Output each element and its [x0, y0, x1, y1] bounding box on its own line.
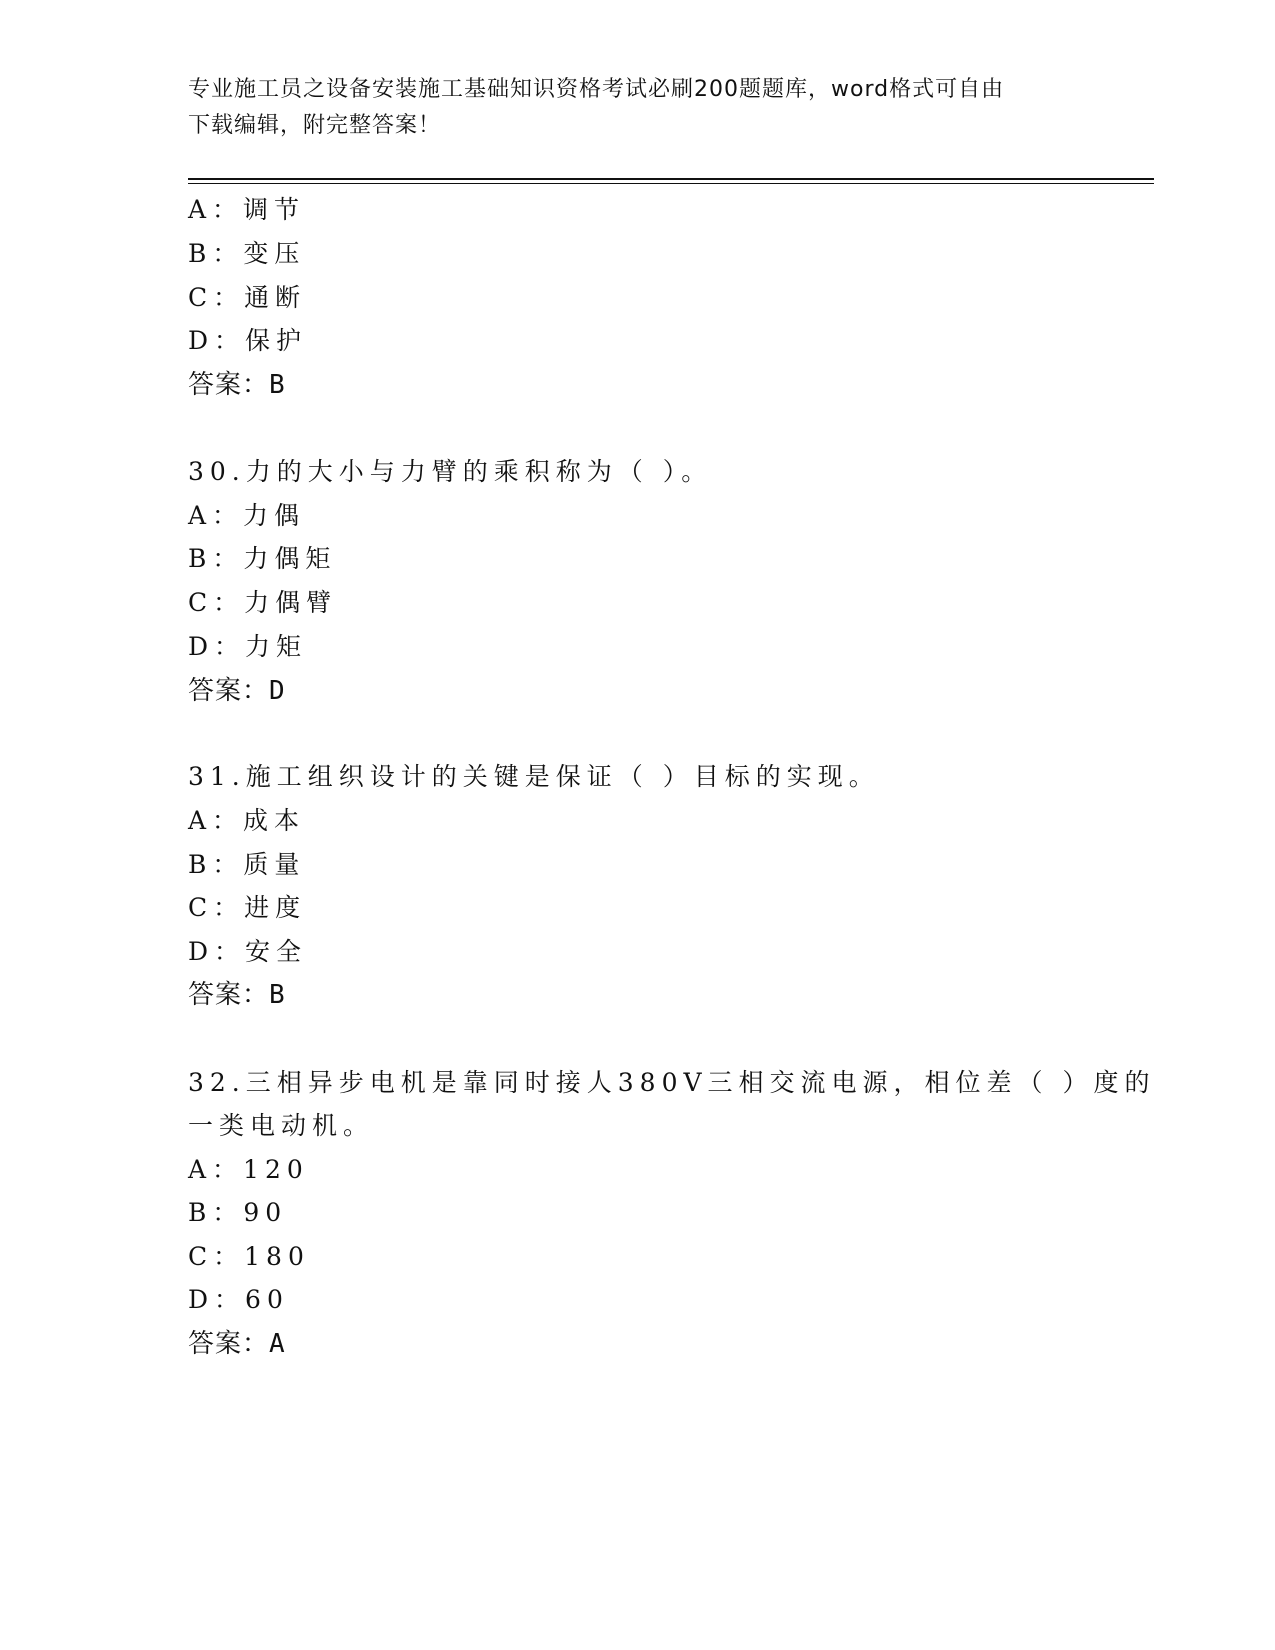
answer-label: 答案： — [188, 980, 270, 1010]
answer-label: 答案： — [188, 676, 270, 706]
option-b: B：90 — [188, 1198, 288, 1227]
option-c: C：进度 — [188, 893, 307, 922]
header-line-2: 下载编辑，附完整答案！ — [188, 113, 442, 138]
answer-value: A — [269, 1329, 285, 1359]
option-d: D：力矩 — [188, 632, 308, 661]
option-a: A：成本 — [188, 806, 306, 835]
option-c: C：力偶臂 — [188, 588, 338, 617]
answer-label: 答案： — [188, 1329, 270, 1359]
answer-line — [188, 978, 285, 1012]
document-header — [188, 72, 1068, 144]
option-d: D：60 — [188, 1285, 289, 1314]
question-32-text-cont: 一类电动机。 — [188, 1111, 375, 1140]
header-divider — [188, 178, 1154, 180]
header-line-1: 专业施工员之设备安装施工基础知识资格考试必刷200题题库，word格式可自由 — [188, 77, 1005, 102]
option-a: A：力偶 — [188, 501, 306, 530]
option-c: C：通断 — [188, 283, 307, 312]
answer-line — [188, 1327, 285, 1361]
question-30-text: 30.力的大小与力臂的乘积称为（ ）。 — [188, 457, 713, 486]
option-a: A：120 — [188, 1155, 309, 1184]
option-b: B：质量 — [188, 850, 306, 879]
answer-line — [188, 674, 285, 708]
option-d: D：安全 — [188, 937, 308, 966]
header-divider-thin — [188, 183, 1154, 184]
question-32-text: 32.三相异步电机是靠同时接人380V三相交流电源，相位差（ ）度的 — [188, 1068, 1156, 1097]
option-c: C：180 — [188, 1242, 310, 1271]
question-31-text: 31.施工组织设计的关键是保证（ ）目标的实现。 — [188, 762, 880, 791]
option-b: B：力偶矩 — [188, 544, 337, 573]
answer-value: B — [269, 370, 285, 400]
answer-value: D — [269, 676, 285, 706]
option-d: D：保护 — [188, 326, 308, 355]
option-b: B：变压 — [188, 239, 306, 268]
answer-label: 答案： — [188, 370, 270, 400]
answer-value: B — [269, 980, 285, 1010]
option-a: A：调节 — [188, 195, 306, 224]
answer-line — [188, 368, 285, 402]
